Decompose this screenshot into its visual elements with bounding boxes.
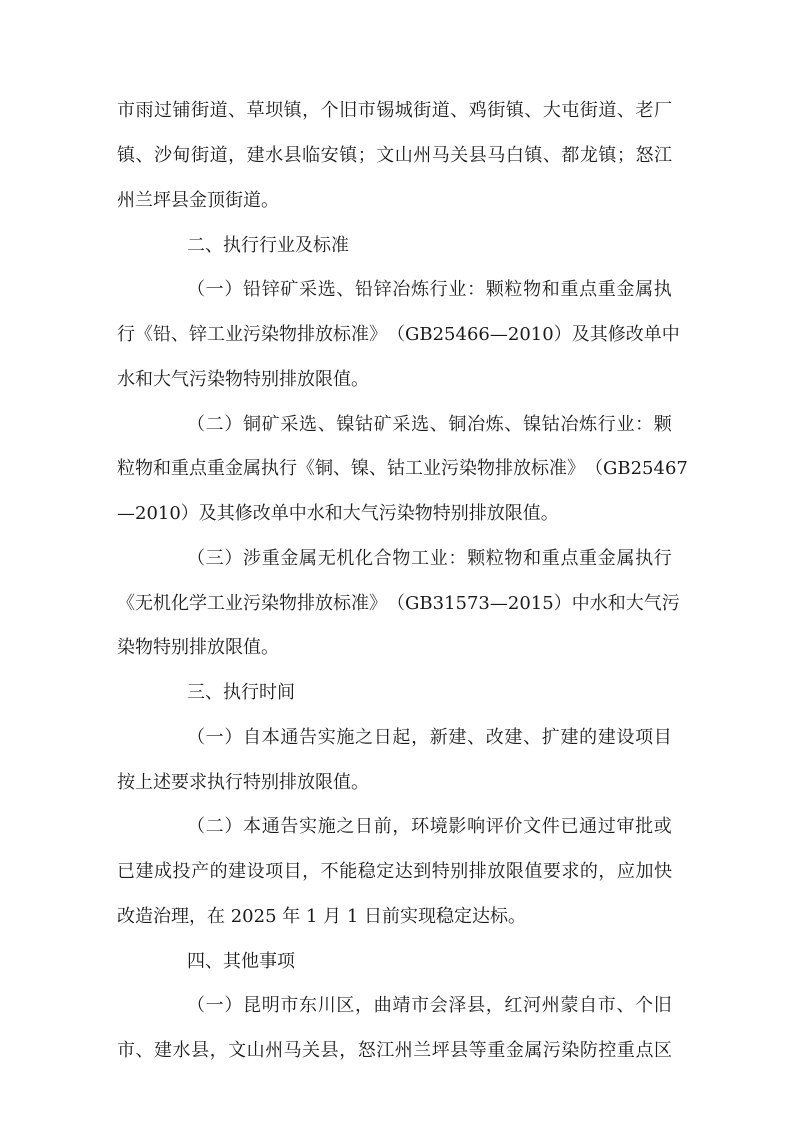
text-line: 市 雨 过 铺 街 道 、 草 坝 镇 ， 个 旧 市 锡 城 街 道 、 鸡 街 镇 、 大 屯 街 道 、 老 厂 bbox=[117, 100, 672, 121]
text-line: 《 无 机 化 学 工 业 污 染 物 排 放 标 准 》 （ GB31573 — 2015 ） 中 水 和 大 气 污 bbox=[117, 593, 680, 614]
text-line: 水和大气污染物特别排放限值。 bbox=[117, 369, 369, 390]
text-line: （ 三 ） 涉 重 金 属 无 机 化 合 物 工 业 ： 颗 粒 物 和 重 点 重 金 属 执 行 bbox=[187, 548, 672, 569]
section-heading: 四、其他事项 bbox=[187, 951, 295, 972]
text-line: 按上述要求执行特别排放限值。 bbox=[117, 772, 369, 793]
section-heading: 二、执行行业及标准 bbox=[187, 235, 349, 256]
text-line: 市 、 建 水 县 ， 文 山 州 马 关 县 ， 怒 江 州 兰 坪 县 等 重 金 属 污 染 防 控 重 点 区 bbox=[117, 1040, 672, 1061]
text-line: （ 一 ） 昆 明 市 东 川 区 ， 曲 靖 市 会 泽 县 ， 红 河 州 蒙 自 市 、 个 旧 bbox=[187, 995, 672, 1016]
text-line: 染物特别排放限值。 bbox=[117, 637, 279, 658]
text-line: （ 二 ） 铜 矿 采 选 、 镍 钴 矿 采 选 、 铜 冶 炼 、 镍 钴 冶 炼 行 业 ： 颗 bbox=[187, 414, 672, 435]
text-line: （ 一 ） 自 本 通 告 实 施 之 日 起 ， 新 建 、 改 建 、 扩 建 的 建 设 项 目 bbox=[187, 727, 672, 748]
text-line: （ 一 ） 铅 锌 矿 采 选 、 铅 锌 冶 炼 行 业 ： 颗 粒 物 和 重 点 重 金 属 执 bbox=[187, 279, 672, 300]
text-line: 改造治理，在 2025 年 1 月 1 日前实现稳定达标。 bbox=[117, 906, 527, 927]
text-line: 已 建 成 投 产 的 建 设 项 目 ， 不 能 稳 定 达 到 特 别 排 放 限 值 要 求 的 ， 应 加 快 bbox=[117, 861, 672, 882]
text-line: 州兰坪县金顶街道。 bbox=[117, 190, 279, 211]
text-line: （ 二 ） 本 通 告 实 施 之 日 前 ， 环 境 影 响 评 价 文 件 已 通 过 审 批 或 bbox=[187, 816, 672, 837]
text-line: 镇 、 沙 甸 街 道 ， 建 水 县 临 安 镇 ； 文 山 州 马 关 县 马 白 镇 、 都 龙 镇 ； 怒 江 bbox=[117, 145, 672, 166]
text-line: —2010）及其修改单中水和大气污染物特别排放限值。 bbox=[117, 503, 559, 524]
text-line: 行 《 铅 、 锌 工 业 污 染 物 排 放 标 准 》 （ GB25466 — 2010 ） 及 其 修 改 单 中 bbox=[117, 324, 680, 345]
section-heading: 三、执行时间 bbox=[187, 682, 295, 703]
text-line: 粒 物 和 重 点 重 金 属 执 行 《 铜 、 镍 、 钴 工 业 污 染 物 排 放 标 准 》 （ GB25467 bbox=[117, 458, 688, 479]
